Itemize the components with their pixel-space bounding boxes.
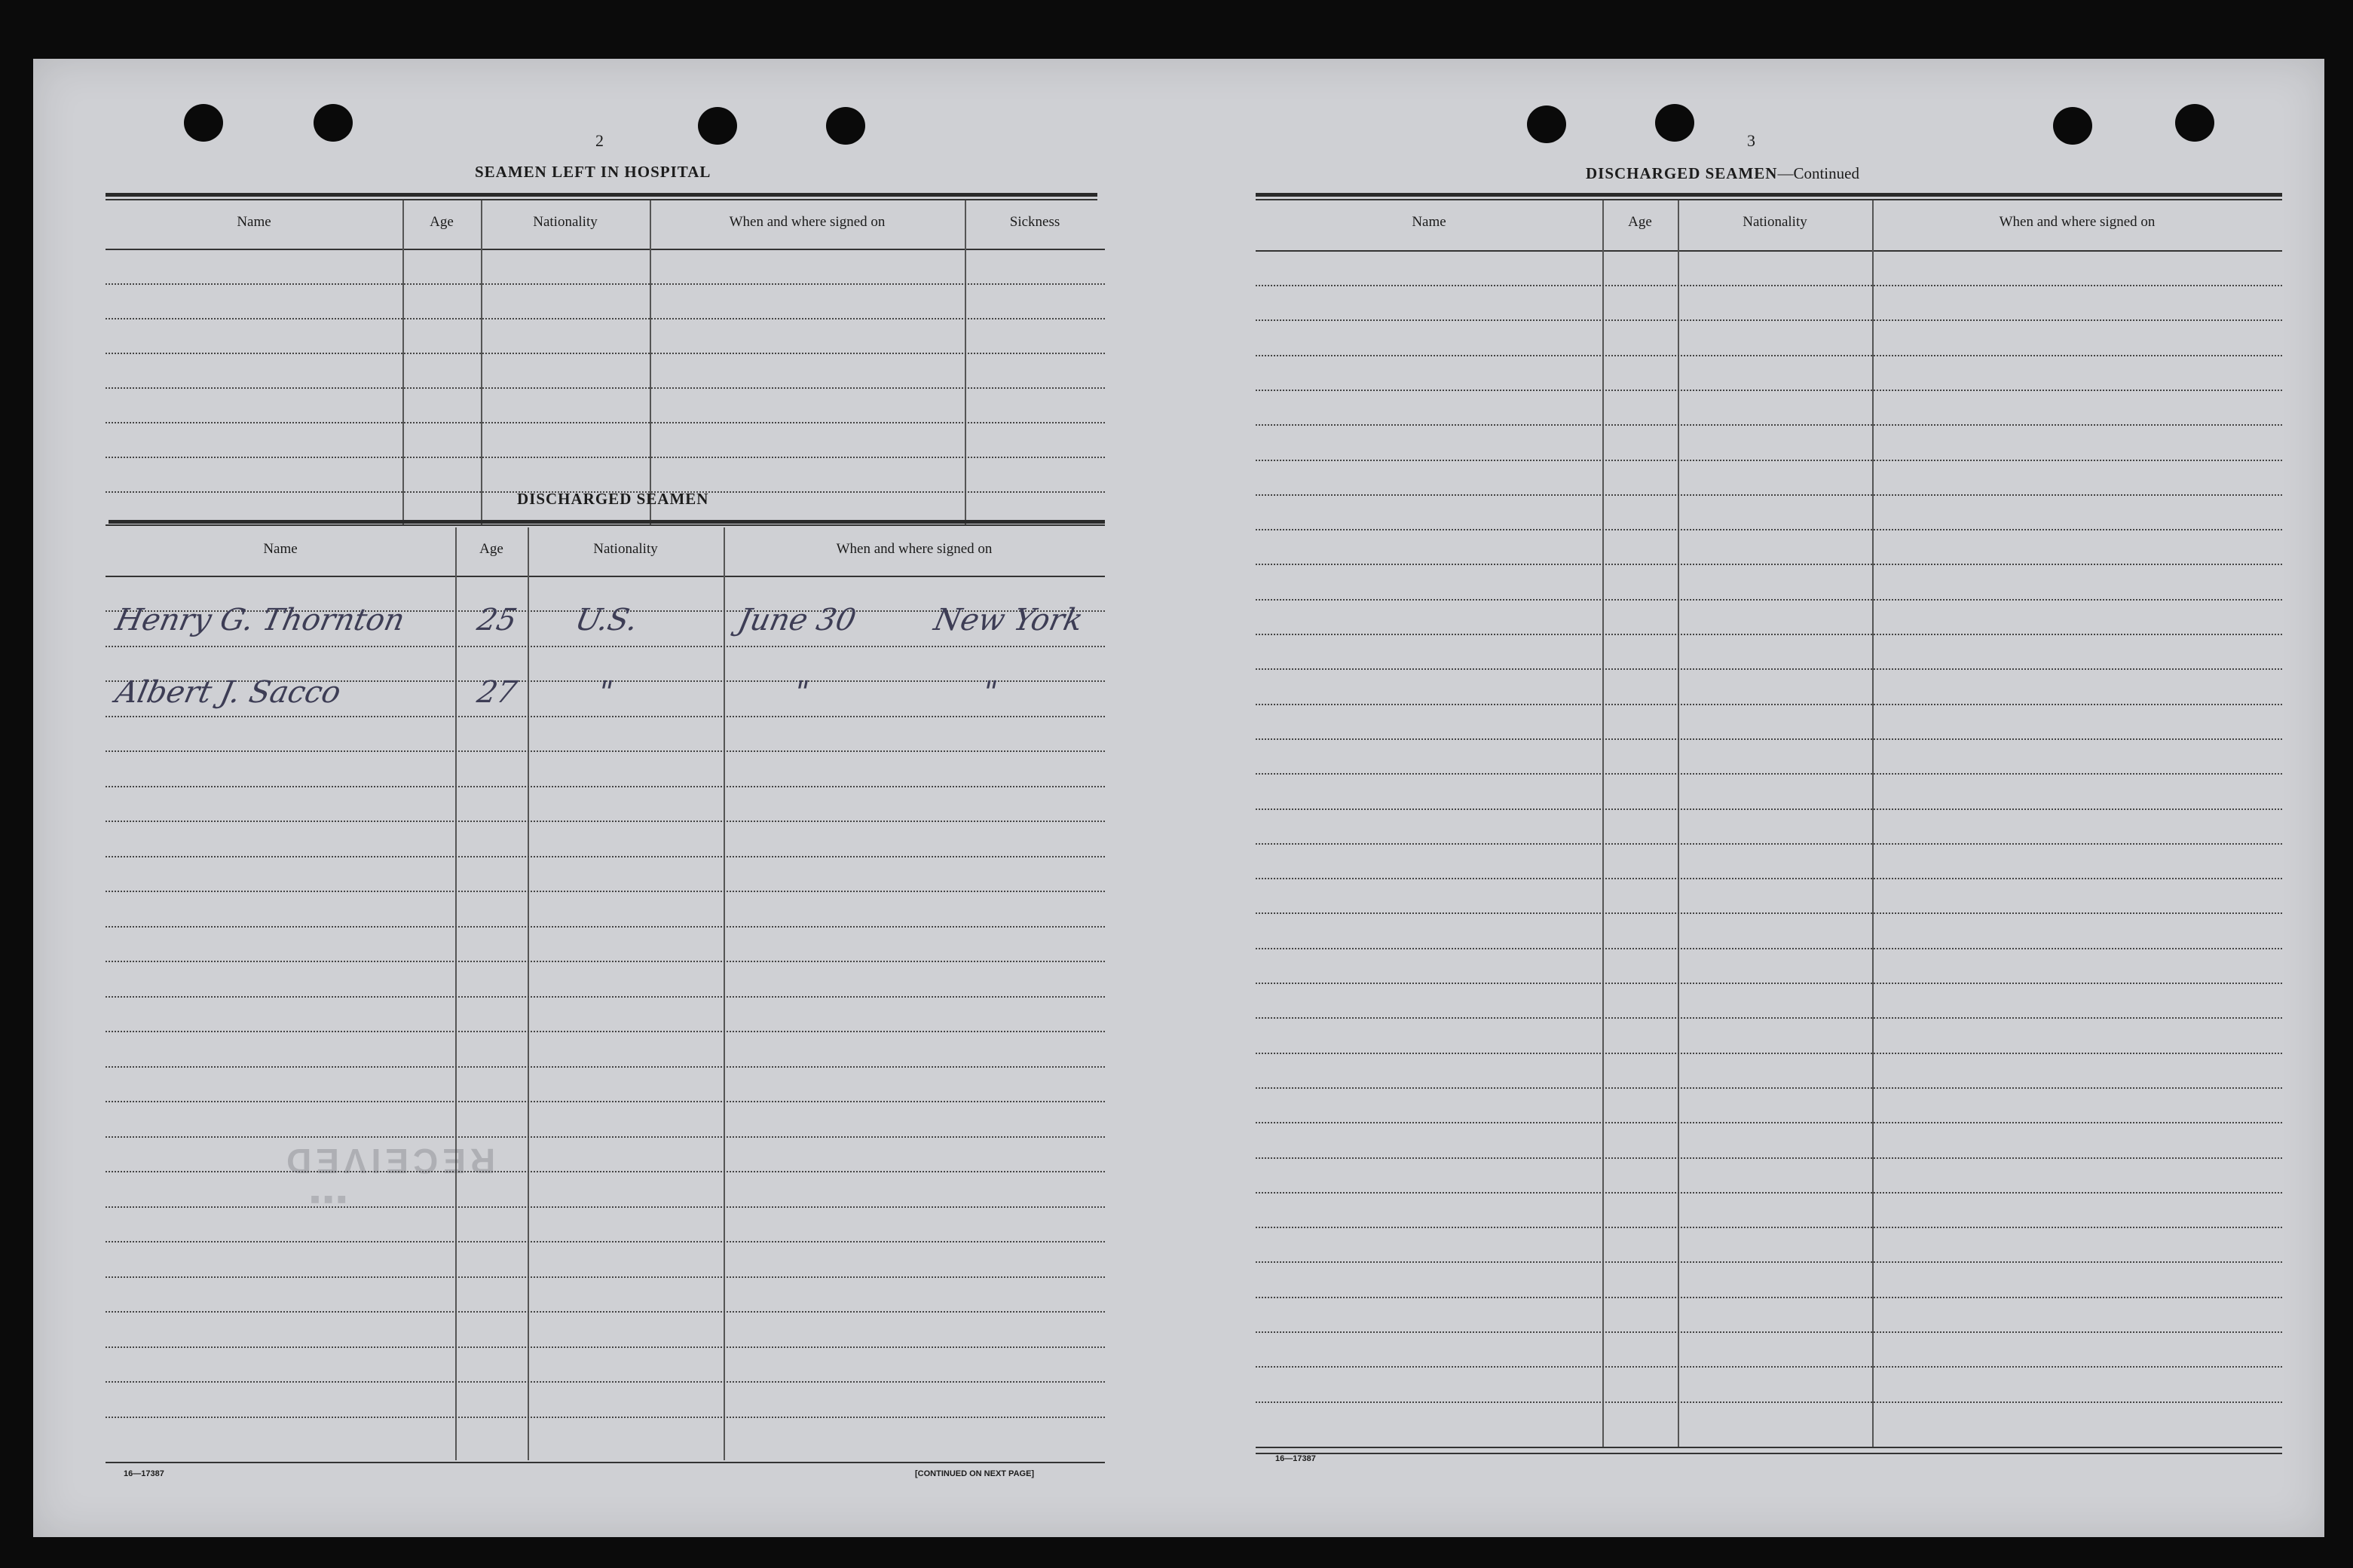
entry-age: 25: [474, 603, 520, 637]
right-row-line: [1256, 599, 2282, 601]
discharged-row-line: [106, 1311, 1105, 1313]
hospital-header-sickness: Sickness: [1009, 214, 1060, 230]
binder-hole: [1527, 105, 1566, 143]
hospital-row-line: [106, 318, 1105, 319]
right-row-line: [1256, 1087, 2282, 1089]
entry-signed-on-place: ": [979, 675, 1001, 710]
hospital-row-line: [106, 422, 1105, 423]
discharged-row-line: [106, 1381, 1105, 1383]
discharged-row-line: [106, 1136, 1105, 1138]
hospital-col-divider: [481, 200, 482, 526]
right-row-line: [1256, 704, 2282, 705]
right-row-line: [1256, 843, 2282, 845]
hospital-col-divider: [965, 200, 966, 526]
discharged-col-divider: [528, 527, 529, 1460]
right-row-line: [1256, 983, 2282, 984]
discharged-row-line: [106, 1417, 1105, 1418]
entry-name: Albert J. Sacco: [112, 675, 344, 710]
discharged-row-line: [106, 750, 1105, 752]
right-row-line: [1256, 424, 2282, 426]
right-row-line: [1256, 634, 2282, 635]
left-page-number: 2: [595, 131, 604, 150]
right-col-divider: [1678, 200, 1679, 1447]
right-row-line: [1256, 494, 2282, 496]
right-row-line: [1256, 668, 2282, 670]
right-row-line: [1256, 529, 2282, 530]
discharged-row-line: [106, 856, 1105, 857]
right-row-line: [1256, 1401, 2282, 1403]
discharged-row-line: [106, 891, 1105, 892]
discharged-row-line: [106, 821, 1105, 822]
right-header-nationality: Nationality: [1743, 214, 1807, 230]
continued-note: [CONTINUED ON NEXT PAGE]: [915, 1469, 1035, 1478]
right-row-line: [1256, 1331, 2282, 1333]
discharged-section-title: DISCHARGED SEAMEN: [517, 490, 709, 508]
right-row-line: [1256, 460, 2282, 461]
entry-age: 27: [474, 675, 520, 710]
discharged-col-divider: [455, 527, 457, 1460]
right-header-rule: [1256, 250, 2282, 252]
right-row-line: [1256, 390, 2282, 391]
hospital-top-rule-thin: [106, 199, 1097, 200]
right-section-title: [1586, 164, 1859, 183]
right-col-divider: [1872, 200, 1874, 1447]
right-row-line: [1256, 1227, 2282, 1228]
discharged-row-line: [106, 1241, 1105, 1242]
discharged-row-line: [106, 1066, 1105, 1068]
binder-hole: [2053, 107, 2092, 145]
discharged-header-rule: [106, 576, 1105, 577]
binder-hole: [826, 107, 865, 145]
right-footer-rule-thin: [1256, 1453, 2282, 1454]
discharged-header-nationality: Nationality: [593, 541, 658, 557]
hospital-row-line: [106, 283, 1105, 285]
right-top-rule-thin: [1256, 199, 2282, 200]
entry-nationality: ": [595, 675, 617, 710]
right-row-line: [1256, 564, 2282, 565]
right-section-title-suffix: —Continued: [1777, 164, 1859, 182]
binder-hole: [184, 104, 223, 142]
binder-hole: [698, 107, 737, 145]
right-header-name: Name: [1412, 214, 1446, 230]
binder-hole: [2175, 104, 2214, 142]
hospital-bottom-rule: [106, 524, 1105, 526]
entry-signed-on-place: New York: [931, 603, 1086, 637]
hospital-col-divider: [650, 200, 651, 526]
left-footer-rule: [106, 1462, 1105, 1463]
right-header-signed-on: When and where signed on: [1999, 214, 2156, 230]
right-row-line: [1256, 878, 2282, 879]
hospital-header-nationality: Nationality: [533, 214, 598, 230]
hospital-col-divider: [402, 200, 404, 526]
hospital-header-rule: [106, 249, 1105, 250]
discharged-row-line: [106, 926, 1105, 928]
right-row-line: [1256, 1053, 2282, 1054]
discharged-row-line: [106, 786, 1105, 787]
right-section-title-main: DISCHARGED SEAMEN: [1586, 164, 1778, 182]
discharged-row-line: [106, 716, 1105, 717]
hospital-header-name: Name: [237, 214, 271, 230]
discharged-header-signed-on: When and where signed on: [836, 541, 993, 557]
right-row-line: [1256, 773, 2282, 775]
entry-name: Henry G. Thornton: [112, 603, 408, 637]
discharged-header-age: Age: [479, 541, 503, 557]
hospital-header-signed-on: When and where signed on: [729, 214, 886, 230]
right-footer-rule: [1256, 1447, 2282, 1448]
right-page-number: 3: [1747, 131, 1755, 150]
hospital-header-age: Age: [430, 214, 454, 230]
hospital-row-line: [106, 353, 1105, 354]
right-row-line: [1256, 355, 2282, 356]
hospital-top-rule: [106, 193, 1097, 197]
right-row-line: [1256, 1017, 2282, 1019]
manifest-sheet: [33, 59, 2324, 1537]
right-row-line: [1256, 808, 2282, 810]
discharged-row-line: [106, 1346, 1105, 1348]
discharged-row-line: [106, 1101, 1105, 1102]
right-row-line: [1256, 1297, 2282, 1298]
entry-signed-on-date: June 30: [735, 603, 859, 637]
discharged-row-line: [106, 1276, 1105, 1278]
discharged-row-line: [106, 996, 1105, 998]
right-row-line: [1256, 285, 2282, 286]
discharged-row-line: [106, 1171, 1105, 1172]
right-row-line: [1256, 912, 2282, 914]
right-row-line: [1256, 738, 2282, 740]
right-row-line: [1256, 1192, 2282, 1194]
right-header-age: Age: [1628, 214, 1652, 230]
entry-nationality: U.S.: [572, 603, 641, 637]
right-row-line: [1256, 1122, 2282, 1123]
hospital-row-line: [106, 457, 1105, 458]
discharged-top-rule: [109, 520, 1105, 524]
right-row-line: [1256, 1261, 2282, 1263]
received-stamp: RECEIVED: [282, 1142, 496, 1181]
discharged-col-divider: [724, 527, 725, 1460]
discharged-row-line: [106, 1031, 1105, 1032]
right-row-line: [1256, 1157, 2282, 1159]
discharged-row-line: [106, 646, 1105, 647]
right-row-line: [1256, 1366, 2282, 1368]
hospital-section-title: SEAMEN LEFT IN HOSPITAL: [475, 163, 711, 181]
hospital-row-line: [106, 387, 1105, 389]
discharged-header-name: Name: [263, 541, 298, 557]
right-row-line: [1256, 948, 2282, 949]
right-row-line: [1256, 319, 2282, 321]
entry-signed-on-date: ": [791, 675, 812, 710]
binder-hole: [1655, 104, 1694, 142]
discharged-row-line: [106, 961, 1105, 962]
right-col-divider: [1602, 200, 1604, 1447]
binder-hole: [314, 104, 353, 142]
left-form-number: 16—17387: [124, 1469, 164, 1478]
right-top-rule: [1256, 193, 2282, 197]
right-form-number: 16—17387: [1275, 1454, 1316, 1463]
discharged-row-line: [106, 1206, 1105, 1208]
received-stamp-detail: ■ ■ ■: [311, 1191, 347, 1208]
